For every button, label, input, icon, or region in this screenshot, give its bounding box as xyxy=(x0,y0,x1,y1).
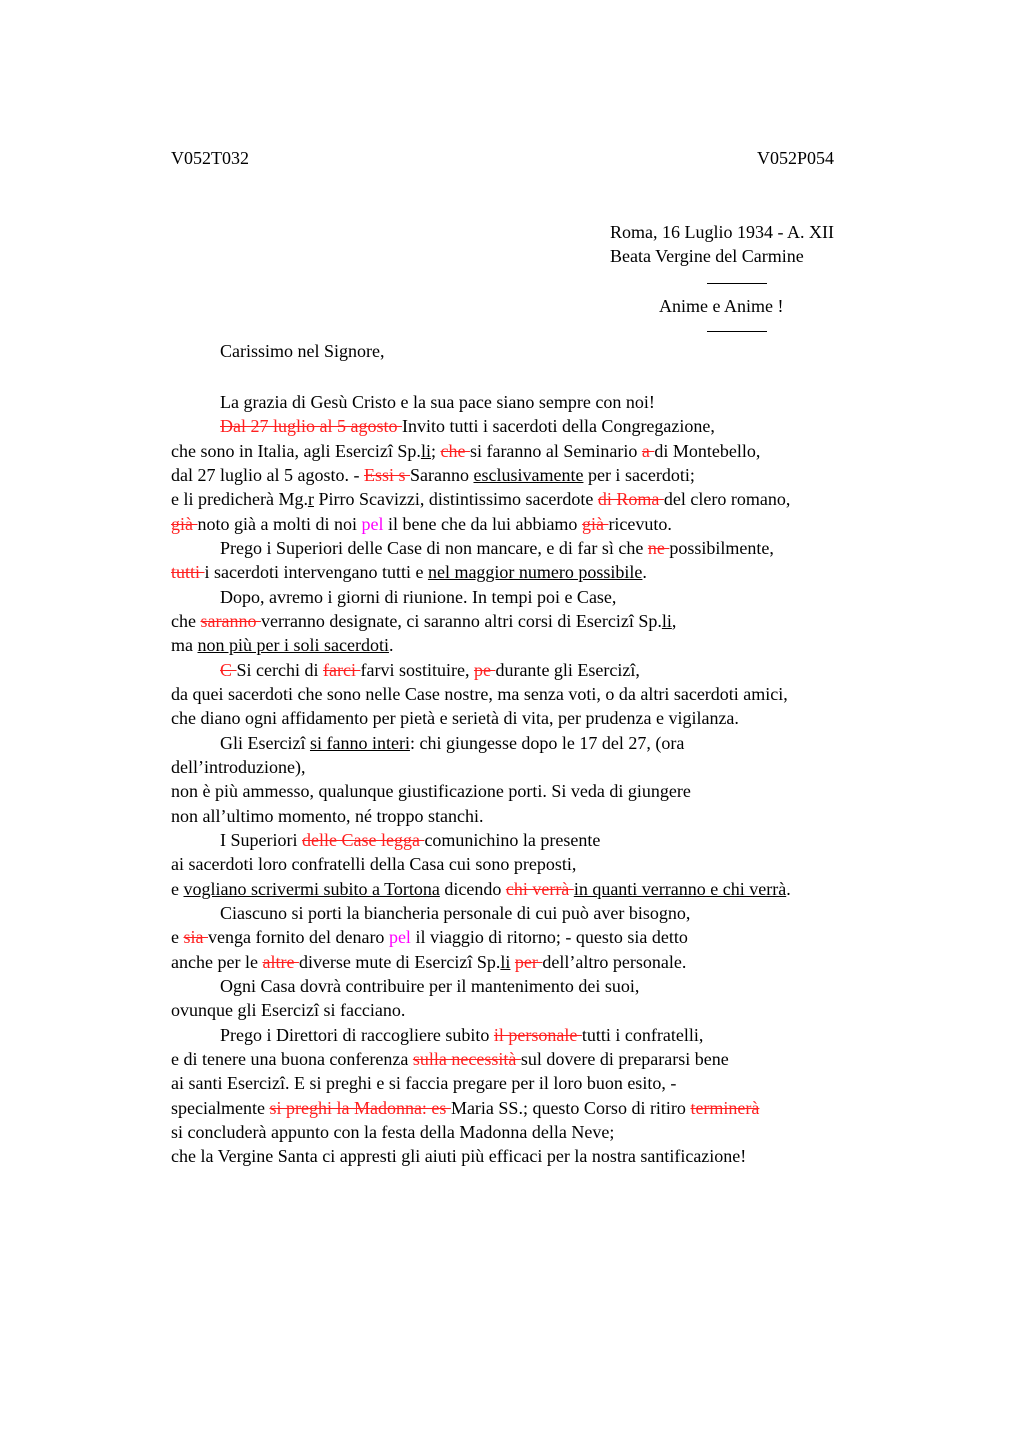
deleted-text: chi verrà xyxy=(505,878,574,899)
body-line xyxy=(171,633,931,657)
text-segment: che diano ogni affidamento per pietà e serietà di vita, per prudenza e vigilanza. xyxy=(171,708,739,729)
text-segment: comunichino la presente xyxy=(424,829,601,850)
text-segment: Prego i Superiori delle Case di non mancare, e di far sì che xyxy=(220,537,648,558)
underlined-text: li xyxy=(500,951,511,972)
text-segment: ai santi Esercizî. E si preghi e si faccia pregare per il loro buon esito, - xyxy=(171,1073,677,1094)
text-segment: dicendo xyxy=(439,878,506,899)
text-segment: il bene che da lui abbiamo xyxy=(383,513,582,534)
deleted-text: farci xyxy=(323,659,361,680)
text-segment: da quei sacerdoti che sono nelle Case nostre, ma senza voti, o da altri sacerdoti amici, xyxy=(171,683,788,704)
deleted-text: delle Case legga xyxy=(301,829,425,850)
text-segment: Invito tutti i sacerdoti della Congregazione, xyxy=(401,416,715,437)
text-segment: . xyxy=(786,878,791,899)
text-segment: Gli Esercizî xyxy=(220,732,310,753)
body-line xyxy=(171,1047,931,1071)
body-line xyxy=(171,682,931,706)
underlined-text: non più per i soli sacerdoti xyxy=(197,635,389,656)
body-line xyxy=(171,609,931,633)
deleted-text: il personale xyxy=(493,1024,582,1045)
body-line xyxy=(171,804,931,828)
text-segment: . xyxy=(388,635,394,656)
text-segment: che xyxy=(171,610,201,631)
body-line xyxy=(171,463,931,487)
text-segment: Saranno xyxy=(410,464,474,485)
text-segment: Pirro Scavizzi, distintissimo sacerdote xyxy=(313,489,598,510)
deleted-text: già xyxy=(171,513,198,534)
text-segment: che la Vergine Santa ci appresti gli aiuti più efficaci per la nostra santificazione! xyxy=(171,1146,747,1167)
reference-code-left: V052T032 xyxy=(171,148,249,168)
text-segment: : chi giungesse dopo le 17 del 27, (ora xyxy=(409,732,685,753)
deleted-text: tutti xyxy=(171,562,205,583)
text-segment: durante gli Esercizî, xyxy=(495,659,640,680)
deleted-text: ne xyxy=(647,537,670,558)
text-segment: venga fornito del denaro xyxy=(208,927,389,948)
text-segment: dell’introduzione), xyxy=(171,756,306,777)
text-segment: non è più ammesso, qualunque giustificazione porti. Si veda di giungere xyxy=(171,781,691,802)
text-segment: . xyxy=(642,562,647,583)
body-line xyxy=(171,755,931,779)
text-segment: per i sacerdoti; xyxy=(583,464,695,485)
text-segment: noto già a molti di noi xyxy=(197,513,362,534)
deleted-text: sia xyxy=(183,927,208,948)
text-segment: sul dovere di prepararsi bene xyxy=(520,1048,729,1069)
body-line xyxy=(171,974,931,998)
body-line xyxy=(171,414,931,438)
deleted-text: a xyxy=(641,440,655,461)
text-segment: Ogni Casa dovrà contribuire per il mantenimento dei suoi, xyxy=(220,975,640,996)
deleted-text: per xyxy=(514,951,543,972)
text-segment: e xyxy=(171,878,184,899)
text-segment: i sacerdoti intervengano tutti e xyxy=(204,562,428,583)
deleted-text: si preghi la Madonna: es xyxy=(269,1097,451,1118)
text-segment: si concluderà appunto con la festa della Madonna della Neve; xyxy=(171,1121,615,1142)
dateline-feast: Beata Vergine del Carmine xyxy=(610,246,804,266)
underlined-text: r xyxy=(307,489,314,510)
deleted-text: Dal 27 luglio al 5 agosto xyxy=(220,416,402,437)
text-segment: , xyxy=(671,610,677,631)
body-line xyxy=(171,585,931,609)
body-line xyxy=(171,1071,931,1095)
deleted-text: pe xyxy=(473,659,496,680)
text-segment: anche per le xyxy=(171,951,263,972)
body-line xyxy=(171,852,931,876)
text-segment: farvi sostituire, xyxy=(360,659,474,680)
underlined-text: in quanti verranno e chi verrà xyxy=(573,878,787,899)
text-segment: che sono in Italia, agli Esercizî Sp. xyxy=(171,440,421,461)
deleted-text: C xyxy=(220,659,237,680)
inserted-word: pel xyxy=(361,513,384,534)
text-segment: ma xyxy=(171,635,198,656)
deleted-text: che xyxy=(440,440,470,461)
text-segment: non all’ultimo momento, né troppo stanchi. xyxy=(171,805,484,826)
text-segment: Ciascuno si porti la biancheria personale di cui può aver bisogno, xyxy=(220,902,691,923)
text-segment: dal 27 luglio al 5 agosto. - xyxy=(171,464,364,485)
text-segment: tutti i confratelli, xyxy=(581,1024,704,1045)
deleted-text: altre xyxy=(262,951,299,972)
text-segment: Maria SS.; questo Corso di ritiro xyxy=(450,1097,691,1118)
text-segment: verranno designate, ci saranno altri corsi di Esercizî Sp. xyxy=(260,610,662,631)
body-line xyxy=(171,536,931,560)
body-line xyxy=(171,950,931,974)
body-line xyxy=(171,901,931,925)
text-segment: si faranno al Seminario xyxy=(469,440,642,461)
body-line xyxy=(171,1023,931,1047)
body-line xyxy=(171,998,931,1022)
divider-top xyxy=(707,283,767,284)
letter-body xyxy=(171,390,931,1169)
text-segment: possibilmente, xyxy=(669,537,774,558)
deleted-text: già xyxy=(581,513,609,534)
text-segment: Si cerchi di xyxy=(236,659,323,680)
body-line xyxy=(171,487,931,511)
text-segment: diverse mute di Esercizî Sp. xyxy=(298,951,501,972)
text-segment: dell’altro personale. xyxy=(542,951,687,972)
text-segment: ai sacerdoti loro confratelli della Casa cui sono preposti, xyxy=(171,854,577,875)
text-segment: ricevuto. xyxy=(608,513,672,534)
body-line xyxy=(171,877,931,901)
text-segment: di Montebello, xyxy=(654,440,761,461)
body-line xyxy=(171,560,931,584)
text-segment: ; xyxy=(430,440,441,461)
inserted-word: pel xyxy=(388,927,411,948)
motto: Anime e Anime ! xyxy=(659,296,784,316)
text-segment: e di tenere una buona conferenza xyxy=(171,1048,413,1069)
deleted-text: saranno xyxy=(200,610,261,631)
body-line xyxy=(171,731,931,755)
underlined-text: li xyxy=(420,440,431,461)
underlined-text: esclusivamente xyxy=(473,464,584,485)
body-line xyxy=(171,512,931,536)
body-line xyxy=(171,439,931,463)
deleted-text: Essi s xyxy=(363,464,410,485)
text-segment: il viaggio di ritorno; - questo sia detto xyxy=(410,927,688,948)
underlined-text: si fanno interi xyxy=(309,732,410,753)
body-line xyxy=(171,706,931,730)
text-segment: e xyxy=(171,927,184,948)
text-segment: Dopo, avremo i giorni di riunione. In tempi poi e Case, xyxy=(220,586,617,607)
divider-bottom xyxy=(707,331,767,332)
deleted-text: terminerà xyxy=(690,1097,760,1118)
deleted-text: di Roma xyxy=(597,489,664,510)
text-segment: ovunque gli Esercizî si facciano. xyxy=(171,1000,406,1021)
body-line xyxy=(171,925,931,949)
body-line xyxy=(171,1120,931,1144)
reference-code-right: V052P054 xyxy=(757,148,835,168)
text-segment: specialmente xyxy=(171,1097,270,1118)
body-line xyxy=(171,1096,931,1120)
text-segment: Prego i Direttori di raccogliere subito xyxy=(220,1024,494,1045)
underlined-text: nel maggior numero possibile xyxy=(427,562,643,583)
body-line xyxy=(171,1144,931,1168)
text-segment: e li predicherà Mg. xyxy=(171,489,308,510)
text-segment: La grazia di Gesù Cristo e la sua pace siano sempre con noi! xyxy=(220,392,655,412)
text-segment: I Superiori xyxy=(220,829,302,850)
deleted-text: sulla necessità xyxy=(412,1048,521,1069)
body-line xyxy=(171,779,931,803)
dateline-place-date: Roma, 16 Luglio 1934 - A. XII xyxy=(610,222,834,242)
body-line xyxy=(171,658,931,682)
body-line xyxy=(171,828,931,852)
underlined-text: li xyxy=(661,610,672,631)
underlined-text: vogliano scrivermi subito a Tortona xyxy=(183,878,440,899)
body-line xyxy=(171,390,931,414)
salutation: Carissimo nel Signore, xyxy=(220,341,385,361)
text-segment: del clero romano, xyxy=(663,489,791,510)
